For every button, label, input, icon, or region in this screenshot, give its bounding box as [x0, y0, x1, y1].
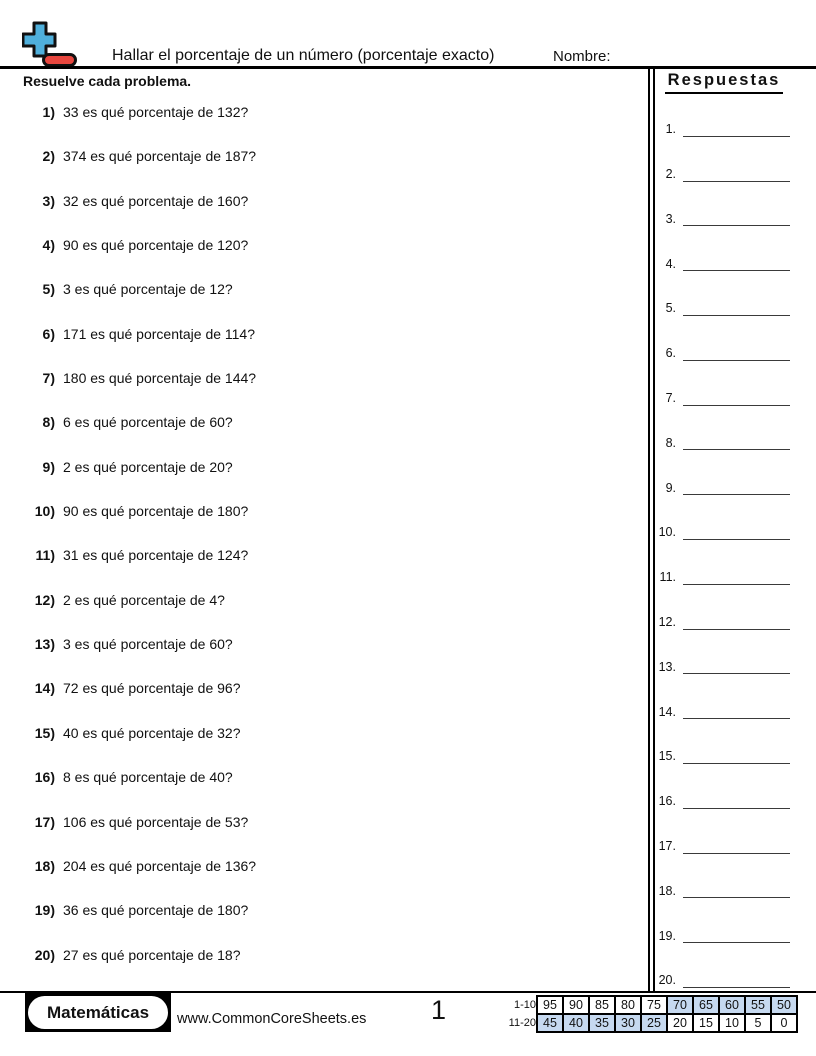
- answer-row: [654, 674, 794, 719]
- brand-badge: [25, 993, 171, 1032]
- problem-text: 72 es qué porcentaje de 96?: [63, 680, 241, 697]
- plus-icon: [23, 23, 55, 56]
- problem-number: 20): [34, 946, 55, 963]
- page-number: 1: [431, 995, 447, 1025]
- header-rule: [0, 66, 816, 69]
- answer-number: 5.: [665, 301, 676, 316]
- worksheet-title: Hallar el porcentaje de un número (porcentaje exacto): [112, 47, 495, 64]
- answer-row: [654, 764, 794, 809]
- problem-number: 16): [34, 769, 55, 786]
- problem-row: [0, 409, 644, 453]
- answer-row: [654, 450, 794, 495]
- answer-row: [654, 182, 794, 227]
- problem-row: [0, 942, 644, 986]
- answer-number: 3.: [665, 211, 676, 226]
- answer-blank-line[interactable]: [683, 225, 790, 226]
- answer-row: [654, 585, 794, 630]
- answer-number: 18.: [658, 883, 676, 898]
- answer-number: 11.: [659, 570, 676, 585]
- answer-number: 12.: [658, 615, 676, 630]
- answer-number: 17.: [658, 839, 676, 854]
- answer-row: [654, 226, 794, 271]
- problem-row: [0, 764, 644, 808]
- problem-number: 15): [34, 724, 55, 741]
- score-table-body: [486, 996, 797, 1032]
- score-cell: 70: [667, 996, 693, 1014]
- answer-number: 1.: [665, 122, 676, 137]
- problem-number: 5): [42, 281, 55, 298]
- name-label: Nombre:: [553, 48, 611, 65]
- problem-text: 33 es qué porcentaje de 132?: [63, 104, 249, 120]
- answers-list: [654, 92, 794, 988]
- problem-row: [0, 498, 644, 542]
- problem-text: 2 es qué porcentaje de 20?: [63, 458, 233, 475]
- website-url: www.CommonCoreSheets.es: [177, 1011, 367, 1027]
- score-cell: 60: [719, 996, 745, 1014]
- answer-blank-line[interactable]: [683, 360, 790, 361]
- answer-row: [654, 92, 794, 137]
- answer-blank-line[interactable]: [683, 494, 790, 495]
- answer-number: 16.: [658, 794, 676, 809]
- answer-blank-line[interactable]: [683, 897, 790, 898]
- answer-row: [654, 898, 794, 943]
- problem-row: [0, 99, 644, 143]
- answer-number: 20.: [658, 973, 676, 988]
- problem-row: [0, 232, 644, 276]
- problem-row: [0, 631, 644, 675]
- problem-number: 12): [34, 591, 55, 608]
- answer-blank-line[interactable]: [683, 270, 790, 271]
- answer-number: 15.: [658, 749, 676, 764]
- answer-row: [654, 809, 794, 854]
- score-cell: 5: [745, 1014, 771, 1032]
- problem-number: 18): [34, 857, 55, 874]
- problem-text: 171 es qué porcentaje de 114?: [63, 325, 256, 342]
- problem-row: [0, 587, 644, 631]
- problem-row: [0, 720, 644, 764]
- answer-blank-line[interactable]: [683, 584, 790, 585]
- score-range-label: 11-20: [508, 1017, 536, 1029]
- answer-blank-line[interactable]: [683, 853, 790, 854]
- problem-row: [0, 454, 644, 498]
- problem-number: 9): [42, 458, 55, 475]
- problem-text: 180 es qué porcentaje de 144?: [63, 370, 257, 387]
- problem-number: 8): [42, 414, 55, 431]
- problem-number: 3): [42, 192, 55, 209]
- answer-row: [654, 854, 794, 899]
- answer-number: 9.: [665, 480, 676, 495]
- problem-row: [0, 188, 644, 232]
- score-cell: 55: [745, 996, 771, 1014]
- problem-text: 3 es qué porcentaje de 12?: [63, 281, 233, 298]
- answer-row: [654, 943, 794, 988]
- answer-blank-line[interactable]: [683, 942, 790, 943]
- problem-number: 17): [34, 813, 55, 830]
- problem-text: 204 es qué porcentaje de 136?: [63, 857, 257, 874]
- instructions-text: Resuelve cada problema.: [23, 73, 192, 89]
- problems-list: [0, 99, 644, 986]
- minus-icon: [44, 55, 76, 66]
- score-cell: 35: [589, 1014, 615, 1032]
- problem-text: 31 es qué porcentaje de 124?: [63, 547, 249, 564]
- problem-text: 2 es qué porcentaje de 4?: [63, 591, 225, 608]
- answer-number: 6.: [665, 346, 676, 361]
- answer-blank-line[interactable]: [683, 136, 790, 137]
- problem-number: 4): [42, 237, 55, 254]
- problem-number: 11): [35, 547, 55, 564]
- answer-blank-line[interactable]: [683, 763, 790, 764]
- score-cell: 0: [771, 1014, 797, 1032]
- problem-row: [0, 542, 644, 586]
- answer-row: [654, 406, 794, 451]
- problem-number: 19): [34, 902, 55, 919]
- problem-row: [0, 365, 644, 409]
- problem-text: 27 es qué porcentaje de 18?: [63, 946, 241, 963]
- answer-row: [654, 361, 794, 406]
- problem-text: 40 es qué porcentaje de 32?: [63, 724, 241, 741]
- problem-text: 90 es qué porcentaje de 120?: [63, 237, 249, 254]
- problem-row: [0, 853, 644, 897]
- problem-row: [0, 897, 644, 941]
- score-cell: 75: [641, 996, 667, 1014]
- answer-row: [654, 137, 794, 182]
- problem-number: 14): [34, 680, 55, 697]
- problem-text: 36 es qué porcentaje de 180?: [63, 902, 249, 919]
- problem-number: 7): [42, 370, 55, 387]
- problem-row: [0, 276, 644, 320]
- brand-name: Matemáticas: [28, 996, 168, 1029]
- problem-row: [0, 321, 644, 365]
- answer-blank-line[interactable]: [683, 808, 790, 809]
- answer-number: 13.: [658, 659, 676, 674]
- answer-blank-line[interactable]: [683, 539, 790, 540]
- answer-blank-line[interactable]: [683, 405, 790, 406]
- score-cell: 50: [771, 996, 797, 1014]
- problem-text: 374 es qué porcentaje de 187?: [63, 148, 257, 165]
- score-cell: 95: [537, 996, 563, 1014]
- math-plus-minus-logo: [22, 21, 80, 69]
- problem-number: 13): [34, 636, 55, 653]
- answer-row: [654, 316, 794, 361]
- score-cell: 80: [615, 996, 641, 1014]
- problem-number: 1): [42, 104, 55, 120]
- answer-number: 4.: [665, 256, 676, 271]
- answer-row: [654, 271, 794, 316]
- problem-text: 8 es qué porcentaje de 40?: [63, 769, 233, 786]
- score-range-label: 1-10: [513, 999, 536, 1011]
- score-cell: 25: [641, 1014, 667, 1032]
- score-cell: 10: [719, 1014, 745, 1032]
- answer-blank-line[interactable]: [683, 449, 790, 450]
- score-cell: 65: [693, 996, 719, 1014]
- answer-row: [654, 495, 794, 540]
- answer-row: [654, 630, 794, 675]
- score-cell: 15: [693, 1014, 719, 1032]
- score-cell: 90: [563, 996, 589, 1014]
- problem-number: 10): [34, 503, 55, 520]
- problem-row: [0, 809, 644, 853]
- score-cell: 20: [667, 1014, 693, 1032]
- answer-number: 10.: [658, 525, 676, 540]
- answer-number: 7.: [665, 391, 676, 406]
- problem-row: [0, 143, 644, 187]
- problem-text: 6 es qué porcentaje de 60?: [63, 414, 233, 431]
- score-row: [486, 1014, 797, 1032]
- answer-blank-line[interactable]: [683, 629, 790, 630]
- score-table: [486, 995, 798, 1033]
- answer-row: [654, 540, 794, 585]
- answer-number: 8.: [665, 435, 676, 450]
- answers-panel-header: [652, 71, 796, 94]
- problem-text: 106 es qué porcentaje de 53?: [63, 813, 249, 830]
- answer-number: 2.: [665, 167, 676, 182]
- problem-number: 2): [42, 148, 55, 165]
- score-cell: 40: [563, 1014, 589, 1032]
- answer-number: 14.: [658, 704, 676, 719]
- answer-blank-line[interactable]: [683, 718, 790, 719]
- answer-number: 19.: [658, 928, 676, 943]
- answer-blank-line[interactable]: [683, 181, 790, 182]
- problem-row: [0, 675, 644, 719]
- score-cell: 85: [589, 996, 615, 1014]
- problem-text: 90 es qué porcentaje de 180?: [63, 503, 249, 520]
- problem-number: 6): [42, 325, 55, 342]
- score-cell: 30: [615, 1014, 641, 1032]
- answer-blank-line[interactable]: [683, 315, 790, 316]
- answer-blank-line[interactable]: [683, 987, 790, 988]
- answer-blank-line[interactable]: [683, 673, 790, 674]
- problem-text: 32 es qué porcentaje de 160?: [63, 192, 249, 209]
- score-row: [486, 996, 797, 1014]
- answers-heading: Respuestas: [665, 71, 784, 94]
- problem-text: 3 es qué porcentaje de 60?: [63, 636, 233, 653]
- score-cell: 45: [537, 1014, 563, 1032]
- answer-row: [654, 719, 794, 764]
